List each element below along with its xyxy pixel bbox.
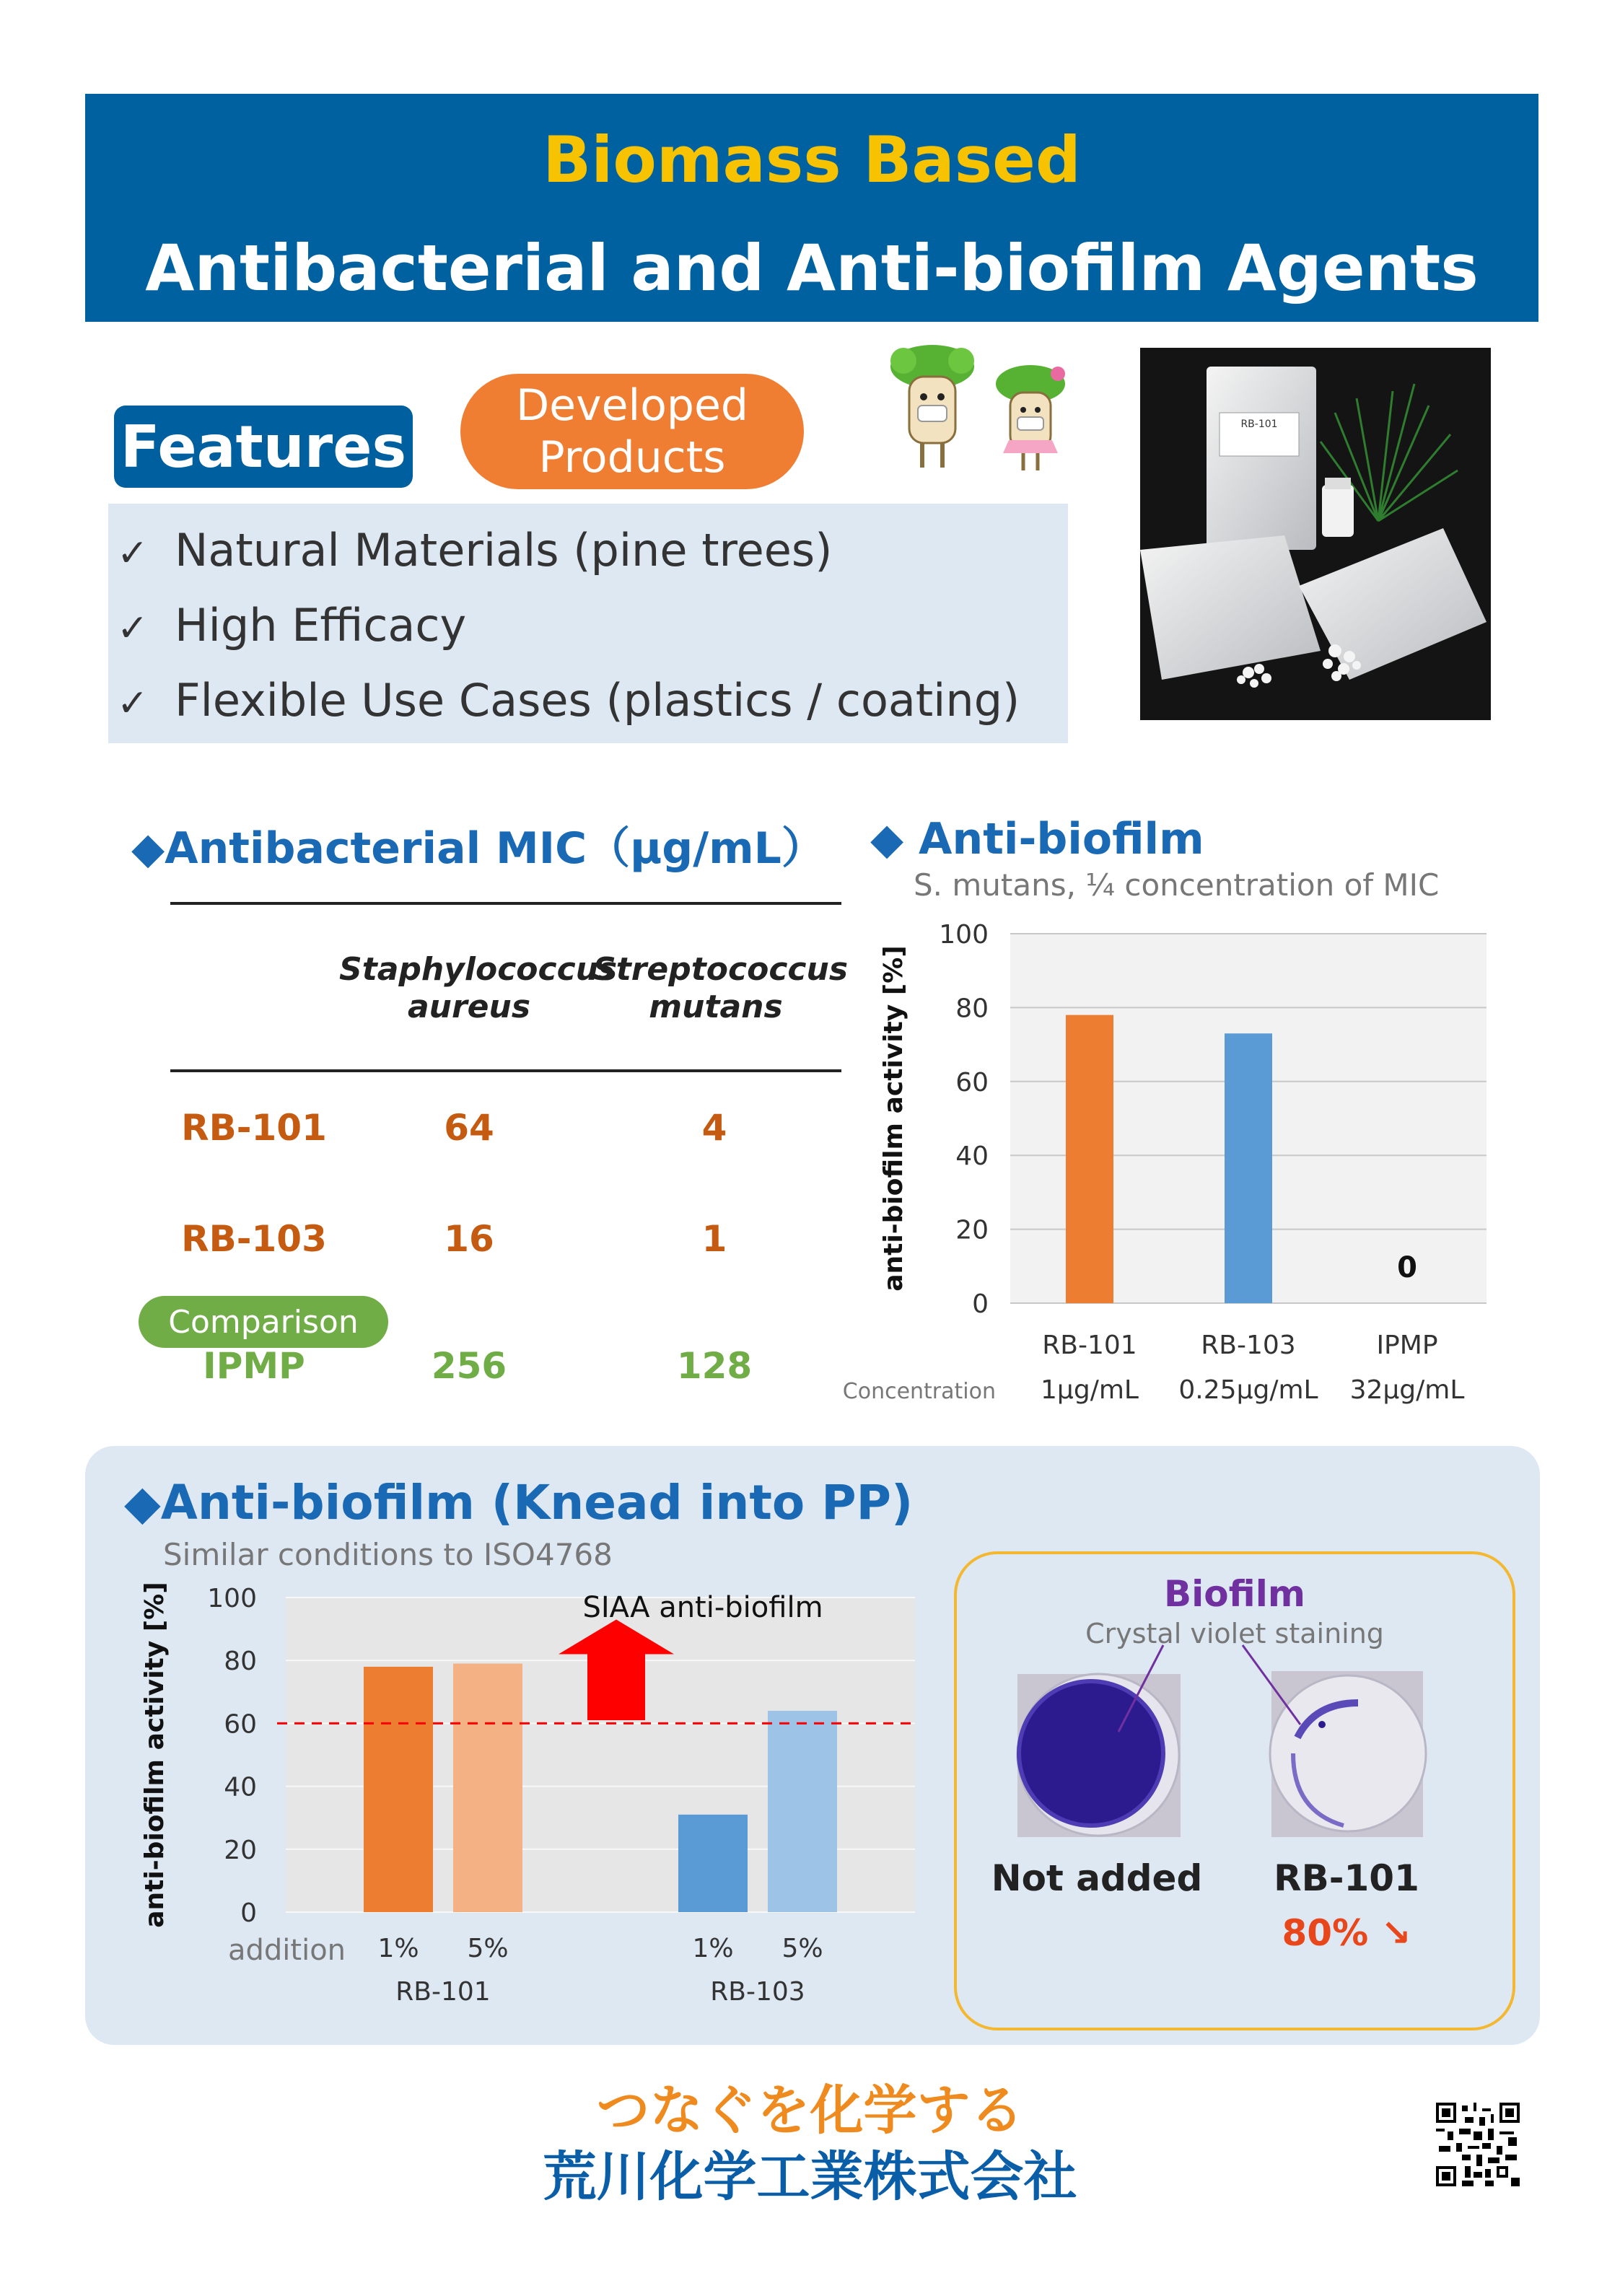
well-rb101 [1270,1671,1426,1837]
features-label: Features [114,406,413,488]
y-tick-label: 100 [939,920,989,950]
diamond-icon: ◆ [870,814,904,864]
biofilm-title: Biofilm [1164,1573,1305,1615]
col-header-strep-line2: mutans [649,989,783,1025]
concentration-label: 1μg/mL [1041,1375,1139,1405]
y-axis-label: anti-biofilm activity [%] [140,1582,170,1928]
mascot-left [890,345,974,468]
developed-line2: Products [538,432,726,483]
bar [364,1667,433,1912]
feature-text: Flexible Use Cases (plastics / coating) [175,674,1020,727]
bar [768,1711,837,1912]
check-icon: ✓ [117,682,149,725]
col-header-strep-line1: Streptococcus [593,951,849,988]
feature-text: Natural Materials (pine trees) [175,524,833,577]
biofilm-subtitle: Crystal violet staining [1085,1618,1384,1649]
y-tick-label: 20 [955,1215,989,1245]
concentration-label: 0.25μg/mL [1178,1375,1318,1405]
header-subtitle: Biomass Based [543,123,1081,197]
footer-company: 荒川化学工業株式会社 [543,2146,1077,2208]
feature-item [117,524,832,577]
y-tick-label: 40 [224,1772,257,1802]
bag-label: RB-101 [1240,419,1278,430]
mic-value: 1 [701,1218,727,1260]
table-top-rule [170,902,841,905]
x-tick-label: 1% [692,1934,734,1963]
comparison-pill: Comparison [139,1296,388,1348]
qr-code-icon[interactable] [1436,2103,1520,2186]
siaa-label: SIAA anti-biofilm [582,1590,823,1624]
mic-value: 128 [676,1345,753,1387]
label-rb101: RB-101 [1274,1857,1419,1899]
mic-title-text: Antibacterial MIC（μg/mL） [165,823,825,874]
mic-value: 16 [444,1218,494,1260]
bar [453,1664,522,1912]
knead-subtitle: Similar conditions to ISO4768 [163,1537,613,1572]
label-not-added: Not added [991,1857,1203,1899]
x-tick-label: RB-101 [1042,1331,1137,1360]
y-tick-label: 20 [224,1835,257,1865]
x-tick-label: RB-103 [1201,1331,1296,1360]
y-tick-label: 80 [224,1647,257,1677]
x-tick-label: 1% [377,1934,419,1963]
col-header-staph-line2: aureus [407,989,531,1025]
well-not-added [1017,1674,1181,1837]
knead-title [124,1475,913,1530]
x-tick-label: IPMP [1376,1331,1438,1360]
feature-item [117,599,466,652]
antibiofilm-title-text: Anti-biofilm [919,814,1204,864]
antibiofilm-subtitle: S. mutans, ¼ concentration of MIC [914,867,1440,903]
product-photo [1140,348,1491,720]
features-list [108,504,1068,743]
row-name: RB-103 [181,1218,327,1260]
knead-chart [137,1580,945,2028]
down-arrow-icon: ↘ [1380,1912,1411,1954]
x-tick-label: 5% [467,1934,509,1963]
header-banner [85,94,1538,322]
feature-item [117,674,1020,727]
mic-value: 64 [444,1107,494,1149]
concentration-label: 32μg/mL [1349,1375,1465,1405]
mic-value: 256 [431,1345,507,1387]
y-tick-label: 0 [972,1289,989,1319]
concentration-row-label: Concentration [842,1379,996,1404]
check-icon: ✓ [117,607,149,650]
row-name: IPMP [203,1345,305,1387]
developed-line1: Developed [515,380,748,431]
y-tick-label: 60 [955,1067,989,1097]
mic-title [131,814,825,876]
y-tick-label: 0 [240,1898,257,1928]
bar [678,1815,748,1912]
y-tick-label: 80 [955,994,989,1024]
col-header-staph [339,951,618,1026]
diamond-icon: ◆ [124,1475,161,1530]
check-icon: ✓ [117,532,149,575]
feature-text: High Efficacy [175,599,467,652]
knead-title-text: Anti-biofilm (Knead into PP) [160,1475,914,1530]
reduction-value [1238,1912,1455,1954]
developed-products-pill [460,374,804,489]
reduction-text: 80% [1282,1912,1369,1954]
mascot-right [996,365,1065,470]
footer-slogan: つなぐを化学する [596,2080,1024,2142]
bar [1066,1015,1113,1303]
antibiofilm-title [870,814,1204,864]
y-tick-label: 100 [207,1584,257,1613]
biofilm-images [954,1645,1515,1854]
y-axis-label: anti-biofilm activity [%] [879,945,908,1292]
product-photo-illustration [1140,348,1491,720]
x-tick-label: 5% [781,1934,823,1963]
header-title: Antibacterial and Anti-biofilm Agents [145,231,1479,305]
antibiofilm-chart [842,916,1515,1421]
group-label: RB-103 [710,1977,805,2007]
data-label: 0 [1397,1251,1417,1284]
bar [1225,1033,1272,1303]
addition-label: addition [228,1934,346,1967]
mic-value: 4 [701,1107,727,1149]
table-mid-rule [170,1069,841,1072]
mascot-illustration [882,339,1091,476]
col-header-staph-line1: Staphylococcus [339,951,618,988]
y-tick-label: 60 [224,1709,257,1740]
diamond-icon: ◆ [131,823,165,874]
y-tick-label: 40 [955,1142,989,1172]
group-label: RB-101 [395,1977,491,2007]
col-header-strep [593,951,849,1026]
row-name: RB-101 [181,1107,327,1149]
